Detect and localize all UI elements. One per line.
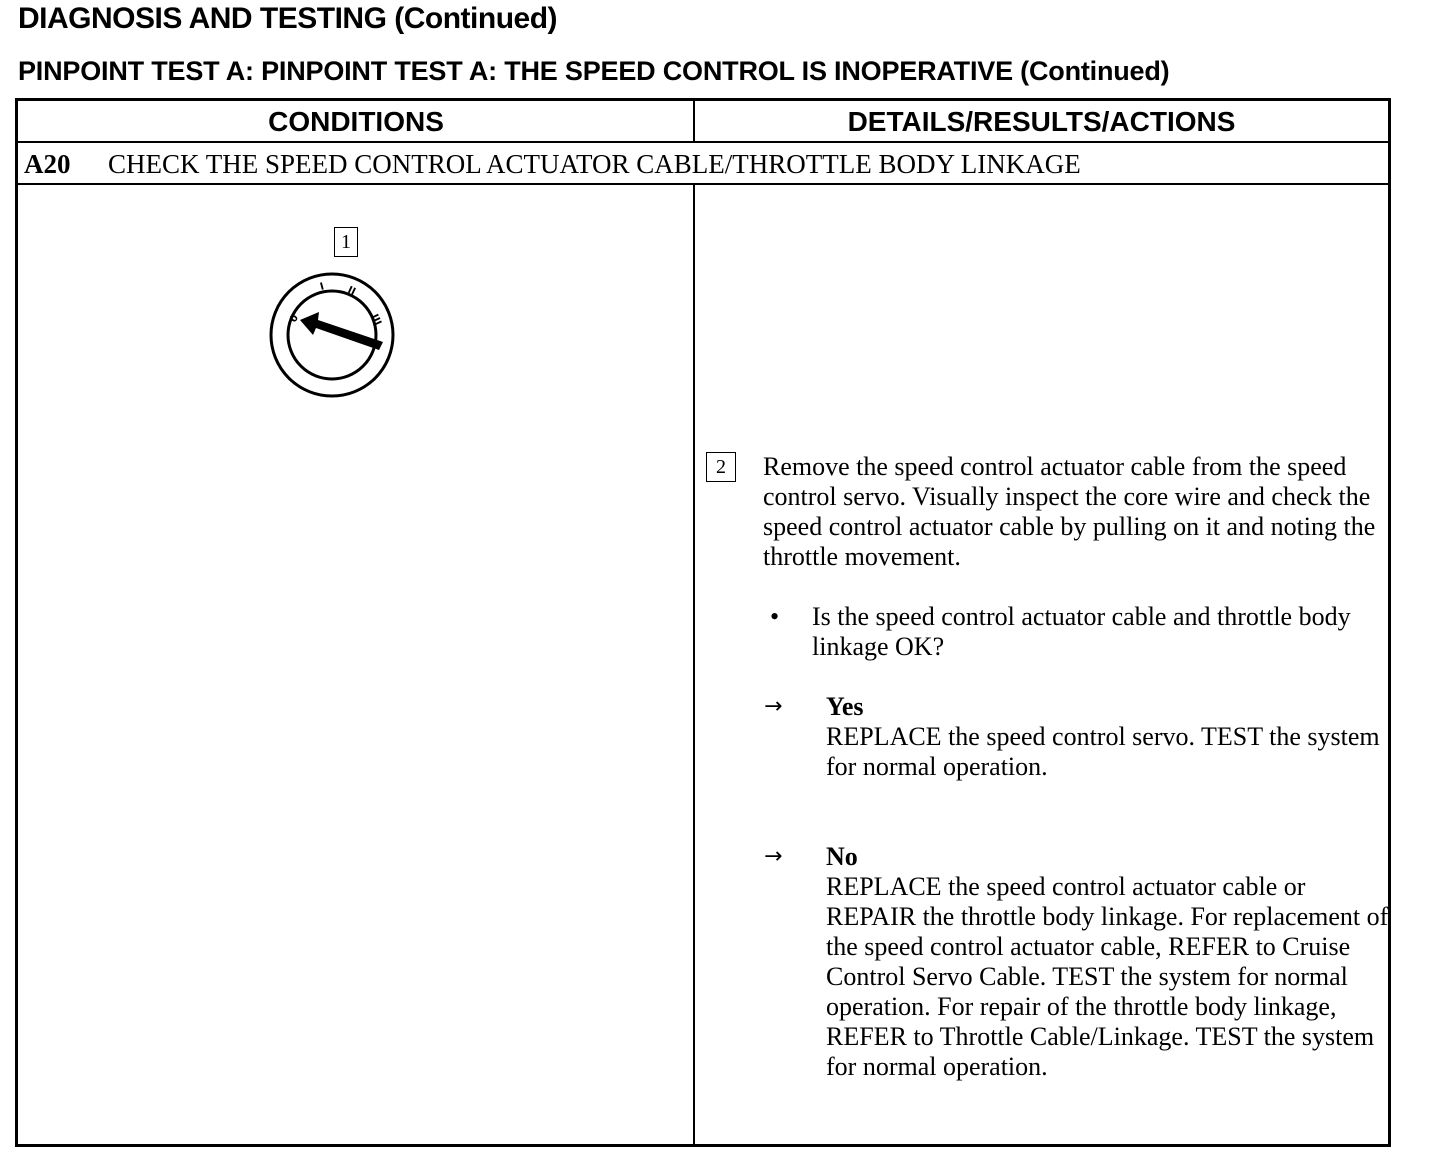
page-title: DIAGNOSIS AND TESTING (Continued)	[18, 2, 558, 35]
step-title: CHECK THE SPEED CONTROL ACTUATOR CABLE/THROTTLE BODY LINKAGE	[108, 149, 1081, 179]
step-id: A20	[24, 149, 71, 179]
result-no-label: No	[826, 842, 858, 871]
step-heading	[24, 149, 1081, 180]
result-no	[764, 842, 1391, 1082]
question-text: Is the speed control actuator cable and throttle body linkage OK?	[812, 602, 1351, 661]
step-divider	[18, 183, 1388, 185]
bullet-icon: •	[770, 602, 780, 631]
question	[770, 602, 1382, 662]
column-header-details: DETAILS/RESULTS/ACTIONS	[847, 106, 1236, 137]
header-divider	[18, 141, 1388, 143]
callout-2: 2	[706, 452, 736, 482]
arrow-right-icon: →	[764, 844, 783, 869]
arrow-right-icon: →	[764, 694, 783, 719]
column-header-conditions: CONDITIONS	[268, 106, 444, 137]
callout-1: 1	[334, 227, 358, 257]
result-yes-action: REPLACE the speed control servo. TEST the system for normal operation.	[826, 722, 1380, 781]
dial-label-iii: III	[368, 312, 383, 328]
ignition-switch-dial-icon	[267, 270, 397, 400]
instruction-text: Remove the speed control actuator cable from the speed control servo. Visually inspect the core wire and check the speed control actuator cable by pulling on it and noting the throttle movement.	[763, 452, 1376, 571]
dial-label-0: 0	[288, 312, 302, 325]
result-no-action: REPLACE the speed control actuator cable or REPAIR the throttle body linkage. For replacement of the speed control actuator cable, REFER to Cruise Control Servo Cable. TEST the system for normal operation. For repair of the throttle body linkage, REFER to Throttle Cable/Linkage. TEST the system for normal operation.	[826, 872, 1389, 1081]
result-yes	[764, 692, 1391, 782]
result-yes-label: Yes	[826, 692, 864, 721]
dial-label-ii: II	[345, 284, 358, 298]
pinpoint-test-title: PINPOINT TEST A: PINPOINT TEST A: THE SPEED CONTROL IS INOPERATIVE (Continued)	[18, 56, 1170, 86]
dial-label-i: I	[318, 281, 326, 293]
dial-inner-ring	[288, 291, 376, 379]
body-column-divider	[693, 183, 695, 1145]
